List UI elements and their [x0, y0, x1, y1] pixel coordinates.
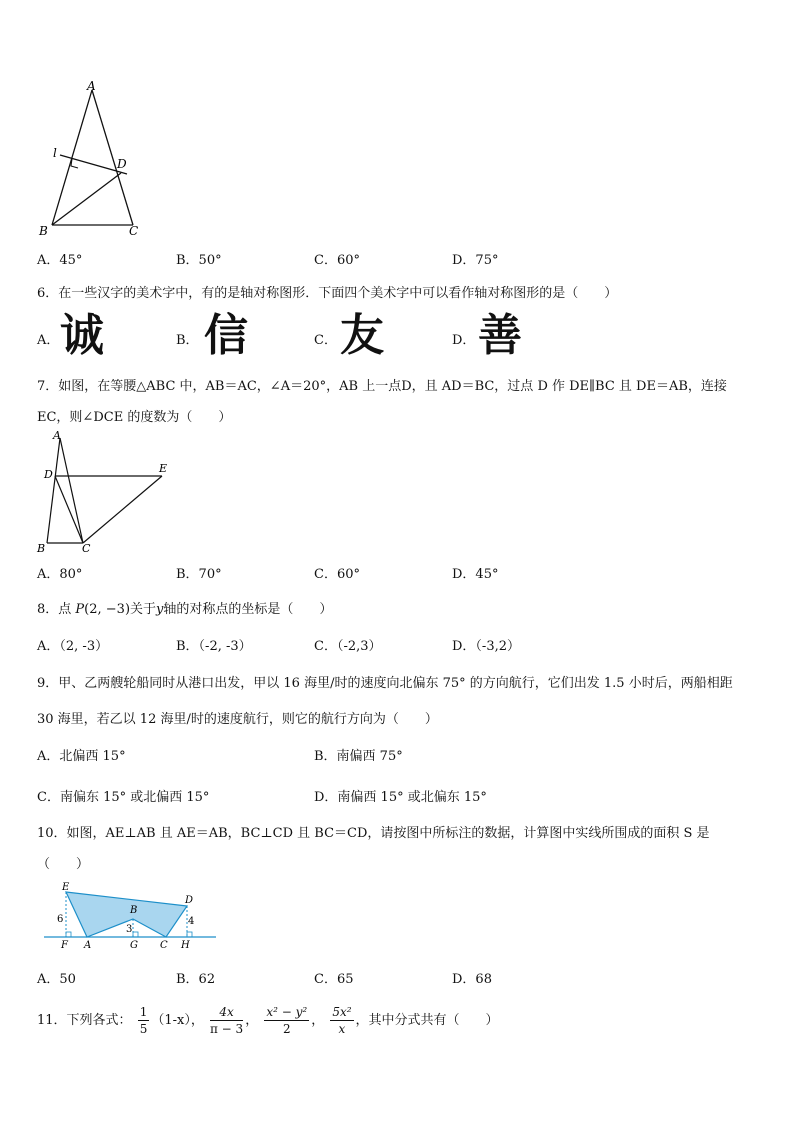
q5-figure — [35, 80, 155, 240]
q8-suffix: 轴的对称点的坐标是（ ） — [163, 602, 333, 617]
q6-option-c-letter: C． — [314, 333, 337, 348]
q11-prefix: 11．下列各式： — [37, 1013, 132, 1028]
q8-option-c: C．（-2,3） — [314, 639, 382, 654]
q10-label-4: 4 — [188, 916, 195, 927]
q10-label-D: D — [185, 895, 194, 906]
q8-stem — [37, 598, 332, 617]
q7-figure — [35, 428, 175, 556]
q5-label-A: A — [87, 80, 96, 93]
q5-label-C: C — [129, 224, 139, 238]
q5-option-d: D．75° — [452, 253, 499, 268]
q10-label-A: A — [84, 940, 92, 951]
q11-stem: 11．下列各式： $\frac{1}{5}$ （1-x）， $\frac{4x}{\pi - 3}$ ， $\frac{\text{x² − y²}}{2}$ ， $\frac{\text{5x²}}{x}$ ，其中分式共有（ ） — [37, 1005, 499, 1036]
q11-fraction-2: $\frac{4x}{\pi - 3}$ — [209, 1005, 244, 1036]
q7-option-c: C．60° — [314, 567, 360, 582]
q10-stem-line2: （ ） — [37, 857, 90, 872]
q10-label-6: 6 — [57, 914, 64, 925]
q8-option-b: B．（-2, -3） — [176, 639, 252, 654]
q5-option-b: B．50° — [176, 253, 222, 268]
q6-char-c: 友 — [340, 310, 384, 361]
q11-suffix: ，其中分式共有（ ） — [355, 1013, 499, 1028]
q7-label-E: E — [159, 462, 168, 475]
q7-label-A: A — [53, 429, 61, 442]
q6-option-b-letter: B． — [176, 333, 199, 348]
q7-stem-line1: 7．如图，在等腰△ABC 中，AB＝AC，∠A＝20°，AB 上一点D，且 AD＝BC，过点 D 作 DE∥BC 且 DE＝AB，连接 — [37, 379, 727, 394]
q11-fraction-1-tail: （1-x）， — [151, 1013, 204, 1028]
q10-option-a: A．50 — [37, 972, 76, 987]
q9-option-a: A．北偏西 15° — [37, 749, 126, 764]
q5-option-c: C．60° — [314, 253, 360, 268]
q10-label-F: F — [61, 940, 68, 951]
q6-char-d: 善 — [478, 310, 522, 361]
q6-option-d-letter: D． — [452, 333, 476, 348]
q10-label-E: E — [62, 882, 70, 893]
q8-mid: 关于 — [130, 602, 157, 617]
q10-label-3: 3 — [126, 924, 133, 935]
q8-option-d: D．（-3,2） — [452, 639, 520, 654]
q9-option-b: B．南偏西 75° — [314, 749, 403, 764]
q7-stem-line2: EC，则∠DCE 的度数为（ ） — [37, 410, 232, 425]
q6-stem: 6．在一些汉字的美术字中，有的是轴对称图形．下面四个美术字中可以看作轴对称图形的是（ ） — [37, 286, 618, 301]
q10-label-H: H — [181, 940, 190, 951]
q10-option-d: D．68 — [452, 972, 492, 987]
q8-coords: (2, −3) — [84, 602, 131, 617]
q7-option-d: D．45° — [452, 567, 499, 582]
q10-option-b: B．62 — [176, 972, 216, 987]
q9-stem-line2: 30 海里，若乙以 12 海里/时的速度航行，则它的航行方向为（ ） — [37, 712, 438, 727]
q7-label-C: C — [82, 542, 91, 555]
q8-option-a: A．（2, -3） — [37, 639, 109, 654]
q9-option-d: D．南偏西 15° 或北偏东 15° — [314, 790, 487, 805]
q10-label-C: C — [160, 940, 168, 951]
q11-fraction-3: $\frac{\text{x² − y²}}{2}$ — [266, 1005, 308, 1036]
q10-figure — [44, 878, 219, 953]
q5-label-B: B — [39, 224, 48, 238]
q6-char-b: 信 — [204, 310, 248, 361]
q10-stem-line1: 10．如图，AE⊥AB 且 AE＝AB，BC⊥CD 且 BC＝CD，请按图中所标注的数据，计算图中实线所围成的面积 S 是 — [37, 826, 710, 841]
q6-option-a-letter: A． — [37, 333, 60, 348]
q8-axis: y — [156, 602, 164, 617]
q6-char-a: 诚 — [60, 310, 104, 361]
q8-prefix: 8．点 — [37, 602, 72, 617]
q10-label-B: B — [130, 905, 138, 916]
q7-option-b: B．70° — [176, 567, 222, 582]
q10-label-G: G — [130, 940, 138, 951]
q10-option-c: C．65 — [314, 972, 354, 987]
q7-option-a: A．80° — [37, 567, 83, 582]
q5-label-D: D — [117, 157, 127, 171]
q8-point: P — [75, 602, 85, 617]
q5-option-a: A．45° — [37, 253, 83, 268]
q7-label-B: B — [37, 542, 46, 555]
q11-fraction-1: $\frac{1}{5}$ — [139, 1005, 148, 1036]
q7-label-D: D — [44, 468, 53, 481]
q11-fraction-4: $\frac{\text{5x²}}{x}$ — [332, 1005, 352, 1036]
q5-label-l: l — [53, 146, 57, 160]
q9-stem-line1: 9．甲、乙两艘轮船同时从港口出发，甲以 16 海里/时的速度向北偏东 75° 的方向航行，它们出发 1.5 小时后，两船相距 — [37, 676, 733, 691]
q9-option-c: C．南偏东 15° 或北偏西 15° — [37, 790, 210, 805]
